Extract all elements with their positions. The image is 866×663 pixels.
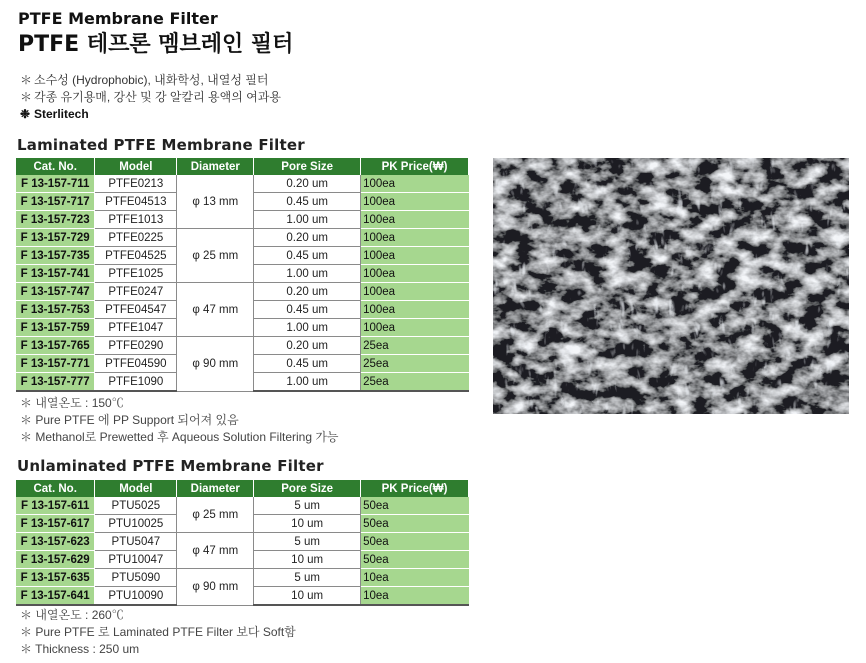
cat-no-cell: F 13-157-771 bbox=[16, 355, 95, 373]
table-header-row bbox=[16, 480, 469, 497]
pore-size-cell: 0.45 um bbox=[254, 355, 361, 373]
table-row bbox=[16, 533, 469, 551]
table-row bbox=[16, 337, 469, 355]
col-header-pk-price: PK Price(₩) bbox=[361, 480, 469, 497]
pk-price-cell: 50ea bbox=[361, 515, 469, 533]
col-header-diameter: Diameter bbox=[177, 158, 254, 175]
cat-no-cell: F 13-157-617 bbox=[16, 515, 95, 533]
cat-no-cell: F 13-157-635 bbox=[16, 569, 95, 587]
pk-price-cell: 10ea bbox=[361, 587, 469, 606]
pore-size-cell: 0.20 um bbox=[254, 229, 361, 247]
pk-price-cell: 100ea bbox=[361, 211, 469, 229]
col-header-diameter: Diameter bbox=[177, 480, 254, 497]
pk-price-cell: 100ea bbox=[361, 301, 469, 319]
diameter-cell: φ 25 mm bbox=[177, 229, 254, 283]
pore-size-cell: 5 um bbox=[254, 569, 361, 587]
note-item: ＊ Thickness : 250 um bbox=[20, 642, 140, 656]
col-header-cat-no: Cat. No. bbox=[16, 158, 95, 175]
pk-price-cell: 100ea bbox=[361, 175, 469, 193]
note-item: ＊ Pure PTFE 로 Laminated PTFE Filter 보다 Soft함 bbox=[20, 625, 296, 639]
cat-no-cell: F 13-157-729 bbox=[16, 229, 95, 247]
model-cell: PTU10025 bbox=[95, 515, 177, 533]
pore-size-cell: 0.45 um bbox=[254, 247, 361, 265]
note-item: ＊ Methanol로 Prewetted 후 Aqueous Solution Filtering 가능 bbox=[20, 430, 339, 444]
cat-no-cell: F 13-157-717 bbox=[16, 193, 95, 211]
cat-no-cell: F 13-157-723 bbox=[16, 211, 95, 229]
cat-no-cell: F 13-157-641 bbox=[16, 587, 95, 606]
pore-size-cell: 1.00 um bbox=[254, 211, 361, 229]
table-row bbox=[16, 175, 469, 193]
pore-size-cell: 1.00 um bbox=[254, 319, 361, 337]
pk-price-cell: 100ea bbox=[361, 283, 469, 301]
model-cell: PTFE04525 bbox=[95, 247, 177, 265]
pore-size-cell: 10 um bbox=[254, 551, 361, 569]
table-row bbox=[16, 497, 469, 515]
note-item: ＊ Pure PTFE 에 PP Support 되어져 있음 bbox=[20, 413, 239, 427]
pore-size-cell: 10 um bbox=[254, 587, 361, 606]
cat-no-cell: F 13-157-711 bbox=[16, 175, 95, 193]
pore-size-cell: 0.45 um bbox=[254, 301, 361, 319]
model-cell: PTFE1047 bbox=[95, 319, 177, 337]
membrane-micrograph-image bbox=[493, 158, 849, 414]
intro-bullet-list bbox=[20, 72, 281, 123]
table-row bbox=[16, 283, 469, 301]
laminated-notes bbox=[20, 395, 339, 446]
pore-size-cell: 0.20 um bbox=[254, 283, 361, 301]
pore-size-cell: 1.00 um bbox=[254, 373, 361, 392]
col-header-pore-size: Pore Size bbox=[254, 480, 361, 497]
col-header-pk-price: PK Price(₩) bbox=[361, 158, 469, 175]
model-cell: PTFE0225 bbox=[95, 229, 177, 247]
model-cell: PTU5090 bbox=[95, 569, 177, 587]
pk-price-cell: 25ea bbox=[361, 337, 469, 355]
diameter-cell: φ 90 mm bbox=[177, 337, 254, 392]
intro-bullet: ＊ 각종 유기용매, 강산 및 강 알칼리 용액의 여과용 bbox=[20, 90, 281, 104]
cat-no-cell: F 13-157-629 bbox=[16, 551, 95, 569]
col-header-model: Model bbox=[95, 480, 177, 497]
table-row bbox=[16, 569, 469, 587]
diameter-cell: φ 13 mm bbox=[177, 175, 254, 229]
model-cell: PTU5047 bbox=[95, 533, 177, 551]
model-cell: PTFE1025 bbox=[95, 265, 177, 283]
laminated-section-title: Laminated PTFE Membrane Filter bbox=[17, 136, 305, 154]
cat-no-cell: F 13-157-753 bbox=[16, 301, 95, 319]
pore-size-cell: 5 um bbox=[254, 497, 361, 515]
pk-price-cell: 25ea bbox=[361, 355, 469, 373]
pk-price-cell: 50ea bbox=[361, 533, 469, 551]
cat-no-cell: F 13-157-741 bbox=[16, 265, 95, 283]
page-title-ko: PTFE 테프론 멤브레인 필터 bbox=[18, 32, 294, 57]
pk-price-cell: 50ea bbox=[361, 551, 469, 569]
model-cell: PTFE1090 bbox=[95, 373, 177, 392]
intro-bullet-brand: ❉ Sterlitech bbox=[20, 107, 89, 121]
pk-price-cell: 100ea bbox=[361, 265, 469, 283]
col-header-model: Model bbox=[95, 158, 177, 175]
pk-price-cell: 100ea bbox=[361, 319, 469, 337]
pk-price-cell: 100ea bbox=[361, 229, 469, 247]
model-cell: PTFE0247 bbox=[95, 283, 177, 301]
cat-no-cell: F 13-157-747 bbox=[16, 283, 95, 301]
cat-no-cell: F 13-157-765 bbox=[16, 337, 95, 355]
diameter-cell: φ 25 mm bbox=[177, 497, 254, 533]
unlaminated-section-title: Unlaminated PTFE Membrane Filter bbox=[17, 457, 324, 475]
model-cell: PTFE04547 bbox=[95, 301, 177, 319]
model-cell: PTU5025 bbox=[95, 497, 177, 515]
model-cell: PTFE0213 bbox=[95, 175, 177, 193]
cat-no-cell: F 13-157-611 bbox=[16, 497, 95, 515]
pk-price-cell: 100ea bbox=[361, 193, 469, 211]
cat-no-cell: F 13-157-777 bbox=[16, 373, 95, 392]
unlaminated-notes bbox=[20, 607, 296, 658]
pk-price-cell: 25ea bbox=[361, 373, 469, 392]
diameter-cell: φ 90 mm bbox=[177, 569, 254, 606]
pk-price-cell: 100ea bbox=[361, 247, 469, 265]
unlaminated-table bbox=[16, 480, 469, 606]
pore-size-cell: 0.20 um bbox=[254, 175, 361, 193]
note-item: ＊ 내열온도 : 260℃ bbox=[20, 608, 124, 622]
col-header-cat-no: Cat. No. bbox=[16, 480, 95, 497]
model-cell: PTFE04513 bbox=[95, 193, 177, 211]
model-cell: PTU10090 bbox=[95, 587, 177, 606]
pore-size-cell: 1.00 um bbox=[254, 265, 361, 283]
pore-size-cell: 0.45 um bbox=[254, 193, 361, 211]
note-item: ＊ 내열온도 : 150℃ bbox=[20, 396, 124, 410]
cat-no-cell: F 13-157-759 bbox=[16, 319, 95, 337]
cat-no-cell: F 13-157-735 bbox=[16, 247, 95, 265]
table-row bbox=[16, 229, 469, 247]
pore-size-cell: 5 um bbox=[254, 533, 361, 551]
intro-bullet: ＊ 소수성 (Hydrophobic), 내화학성, 내열성 필터 bbox=[20, 73, 269, 87]
diameter-cell: φ 47 mm bbox=[177, 533, 254, 569]
pk-price-cell: 50ea bbox=[361, 497, 469, 515]
pore-size-cell: 0.20 um bbox=[254, 337, 361, 355]
model-cell: PTFE0290 bbox=[95, 337, 177, 355]
diameter-cell: φ 47 mm bbox=[177, 283, 254, 337]
pore-size-cell: 10 um bbox=[254, 515, 361, 533]
model-cell: PTU10047 bbox=[95, 551, 177, 569]
laminated-table bbox=[16, 158, 469, 392]
model-cell: PTFE1013 bbox=[95, 211, 177, 229]
cat-no-cell: F 13-157-623 bbox=[16, 533, 95, 551]
table-header-row bbox=[16, 158, 469, 175]
col-header-pore-size: Pore Size bbox=[254, 158, 361, 175]
model-cell: PTFE04590 bbox=[95, 355, 177, 373]
pk-price-cell: 10ea bbox=[361, 569, 469, 587]
page-title-en: PTFE Membrane Filter bbox=[18, 9, 218, 28]
